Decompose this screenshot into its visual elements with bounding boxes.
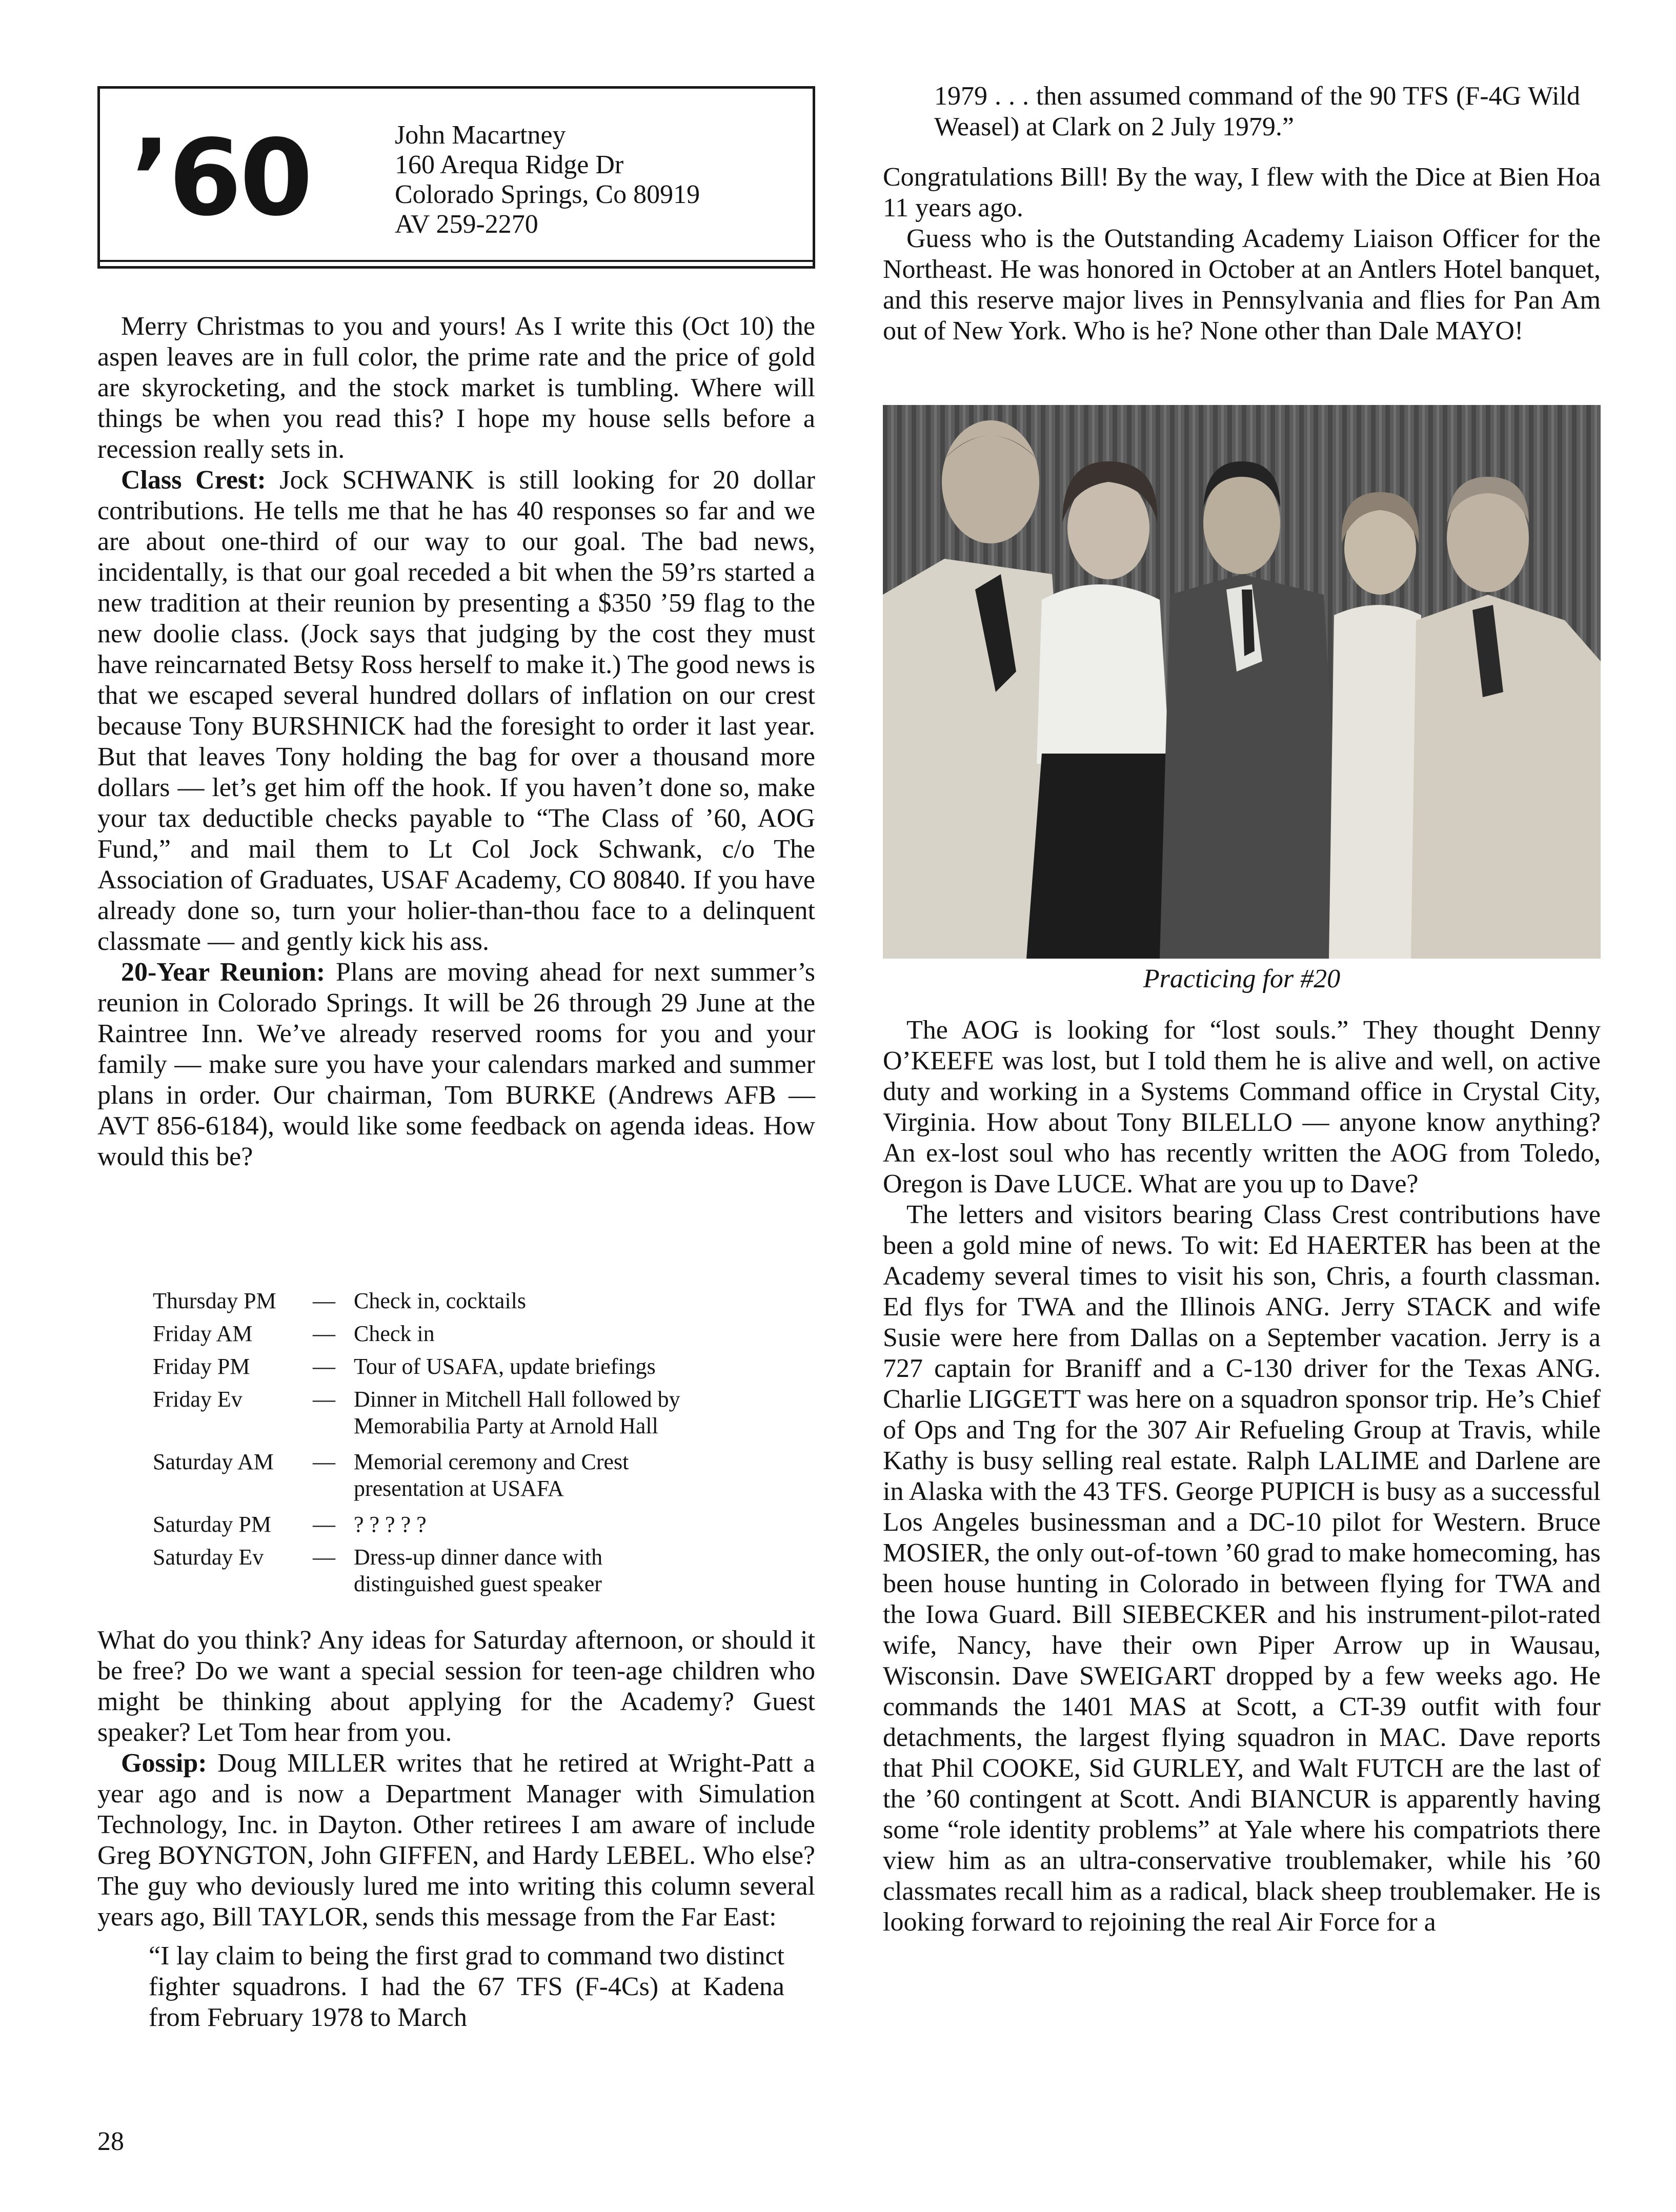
schedule-line: Dress-up dinner dance with	[354, 1545, 603, 1570]
schedule-row	[97, 1449, 815, 1511]
schedule-description	[354, 1449, 815, 1502]
schedule-description	[354, 1288, 815, 1314]
schedule-line: Memorial ceremony and Crest	[354, 1449, 629, 1474]
schedule-line: ? ? ? ? ?	[354, 1512, 427, 1537]
group-photo-image	[883, 405, 1601, 959]
schedule-day: Friday AM	[153, 1321, 253, 1346]
schedule-line: distinguished guest speaker	[354, 1571, 602, 1596]
group-photo	[883, 405, 1601, 959]
gossip-text: Doug MILLER writes that he retired at Wright-Patt a year ago and is now a Department Manager with Simulation Technology, Inc. in Dayton. Other retirees I am aware of include Greg BOYNGTON, John GIFFEN, and Hardy LEBEL. Who else? The guy who deviously lured me into writing this column several years ago, Bill TAYLOR, sends this message from the Far East:	[97, 1749, 815, 1932]
schedule-dash: —	[313, 1512, 335, 1537]
schedule-row	[97, 1544, 815, 1607]
class-crest-paragraph	[97, 465, 815, 957]
schedule-row	[97, 1288, 815, 1321]
address-line: Colorado Springs, Co 80919	[395, 180, 700, 209]
schedule-description	[354, 1386, 815, 1439]
quote-text: 1979 . . . then assumed command of the 90 TFS (F-4G Wild Weasel) at Clark on 2 July 1979.”	[934, 82, 1580, 141]
schedule-day: Saturday Ev	[153, 1545, 264, 1570]
schedule-dash: —	[313, 1449, 335, 1474]
schedule-row	[97, 1511, 815, 1544]
schedule-line: Tour of USAFA, update briefings	[354, 1354, 656, 1379]
page-number: 28	[97, 2127, 124, 2156]
left-text-bottom	[97, 1625, 815, 2033]
quote-text: “I lay claim to being the first grad to command two distinct fighter squadrons. I had the 67 TFS (F-4Cs) at Kadena from February 1978 to March	[149, 1941, 784, 2032]
schedule-row	[97, 1321, 815, 1353]
gossip-heading: Gossip:	[121, 1749, 207, 1778]
schedule-description	[354, 1321, 815, 1347]
schedule-line: presentation at USAFA	[354, 1476, 564, 1501]
schedule-description	[354, 1353, 815, 1380]
right-text-bottom	[883, 1015, 1601, 1938]
schedule-line: Dinner in Mitchell Hall followed by	[354, 1387, 680, 1412]
schedule-line: Check in	[354, 1321, 435, 1346]
taylor-quote-continued	[883, 81, 1601, 143]
schedule-row	[97, 1386, 815, 1449]
right-text-top	[883, 162, 1601, 347]
schedule-description	[354, 1511, 815, 1538]
gossip-paragraph	[97, 1748, 815, 1933]
address-line: AV 259-2270	[395, 210, 538, 239]
schedule-row	[97, 1353, 815, 1386]
class-year: ’60	[131, 117, 311, 239]
schedule-dash: —	[313, 1545, 335, 1570]
schedule-line: Check in, cocktails	[354, 1288, 527, 1313]
reunion-paragraph	[97, 957, 815, 1172]
address-line: John Macartney	[395, 120, 566, 150]
lost-souls-paragraph: The AOG is looking for “lost souls.” They thought Denny O’KEEFE was lost, but I told them he is alive and well, on active duty and working in a Systems Command office in Crystal City, Virginia. How about Tony BILELLO — anyone know anything? An ex-lost soul who has recently written the AOG from Toledo, Oregon is Dave LUCE. What are you up to Dave?	[883, 1016, 1601, 1199]
schedule-day: Thursday PM	[153, 1288, 276, 1313]
address-line: 160 Arequa Ridge Dr	[395, 150, 624, 179]
photo-caption: Practicing for #20	[1143, 964, 1341, 993]
taylor-quote	[97, 1941, 815, 2033]
reunion-text: Plans are moving ahead for next summer’s reunion in Colorado Springs. It will be 26 through 29 June at the Raintree Inn. We’ve already reserved rooms for you and your family — make sure you have your calendars marked and summer plans in order. Our chairman, Tom BURKE (Andrews AFB — AVT 856-6184), would like some feedback on agenda ideas. How would this be?	[97, 958, 815, 1171]
class-crest-heading: Class Crest:	[121, 465, 266, 495]
reunion-schedule	[97, 1288, 815, 1607]
schedule-dash: —	[313, 1288, 335, 1313]
class-header-box	[97, 86, 815, 269]
intro-paragraph: Merry Christmas to you and yours! As I write this (Oct 10) the aspen leaves are in full color, the prime rate and the price of gold are skyrocketing, and the stock market is tumbling. Where will things be when you read this? I hope my house sells before a recession really sets in.	[97, 312, 815, 464]
schedule-day: Saturday PM	[153, 1512, 271, 1537]
schedule-dash: —	[313, 1387, 335, 1412]
schedule-line: Memorabilia Party at Arnold Hall	[354, 1413, 658, 1438]
reunion-heading: 20-Year Reunion:	[121, 958, 326, 987]
class-crest-text: Jock SCHWANK is still looking for 20 dollar contributions. He tells me that he has 40 responses so far and we are about one-third of our way to our goal. The bad news, incidentally, is that our goal receded a bit when the 59’rs started a new tradition at their reunion by presenting a $350 ’59 flag to the new doolie class. (Jock says that judging by the cost they must have reincarnated Betsy Ross herself to make it.) The good news is that we escaped several hundred dollars of inflation on our crest because Tony BURSHNICK had the foresight to order it last year. But that leaves Tony holding the bag for over a thousand more dollars — let’s get him off the hook. If you haven’t done so, make your tax deductible checks payable to “The Class of ’60, AOG Fund,” and mail them to Lt Col Jock Schwank, c/o The Association of Graduates, USAF Academy, CO 80840. If you have already done so, turn your holier-than-thou face to a delinquent classmate — and gently kick his ass.	[97, 465, 815, 956]
schedule-day: Saturday AM	[153, 1449, 274, 1474]
schedule-dash: —	[313, 1321, 335, 1346]
schedule-day: Friday PM	[153, 1354, 250, 1379]
after-schedule-paragraph: What do you think? Any ideas for Saturday afternoon, or should it be free? Do we want a special session for teen-age children who might be thinking about applying for the Academy? Guest speaker? Let Tom hear from you.	[97, 1626, 815, 1747]
liaison-paragraph: Guess who is the Outstanding Academy Liaison Officer for the Northeast. He was honored in October at an Antlers Hotel banquet, and this reserve major lives in Pennsylvania and flies for Pan Am out of New York. Who is he? None other than Dale MAYO!	[883, 224, 1601, 346]
letters-paragraph: The letters and visitors bearing Class Crest contributions have been a gold mine of news. To wit: Ed HAERTER has been at the Academy several times to visit his son, Chris, a fourth classman. Ed flys for TWA and the Illinois ANG. Jerry STACK and wife Susie were here from Dallas on a September vacation. Jerry is a 727 captain for Braniff and a C-130 driver for the Texas ANG. Charlie LIGGETT was here on a squadron sponsor trip. He’s Chief of Ops and Tng for the 307 Air Refueling Group at Travis, while Kathy is busy selling real estate. Ralph LALIME and Darlene are in Alaska with the 43 TFS. George PUPICH is busy as a successful Los Angeles businessman and a DC-10 pilot for Western. Bruce MOSIER, the only out-of-town ’60 grad to make homecoming, has been house hunting in Colorado in between flying for TWA and the Iowa Guard. Bill SIEBECKER and his instrument-pilot-rated wife, Nancy, have their own Piper Arrow up in Wausau, Wisconsin. Dave SWEIGART dropped by a few weeks ago. He commands the 1401 MAS at Scott, a CT-39 outfit with four detachments, the largest flying squadron in MAC. Dave reports that Phil COOKE, Sid GURLEY, and Walt FUTCH are the last of the ’60 contingent at Scott. Andi BIANCUR is apparently having some “role identity problems” at Yale where his compatriots there view him as an ultra-conservative troublemaker, while his ’60 classmates recall him as a radical, black sheep troublemaker. He is looking forward to rejoining the real Air Force for a	[883, 1200, 1601, 1937]
schedule-day: Friday Ev	[153, 1387, 243, 1412]
schedule-dash: —	[313, 1354, 335, 1379]
correspondent-address	[395, 120, 700, 239]
schedule-description	[354, 1544, 815, 1597]
congrats-paragraph: Congratulations Bill! By the way, I flew with the Dice at Bien Hoa 11 years ago.	[883, 163, 1601, 222]
left-text-top	[97, 311, 815, 1172]
